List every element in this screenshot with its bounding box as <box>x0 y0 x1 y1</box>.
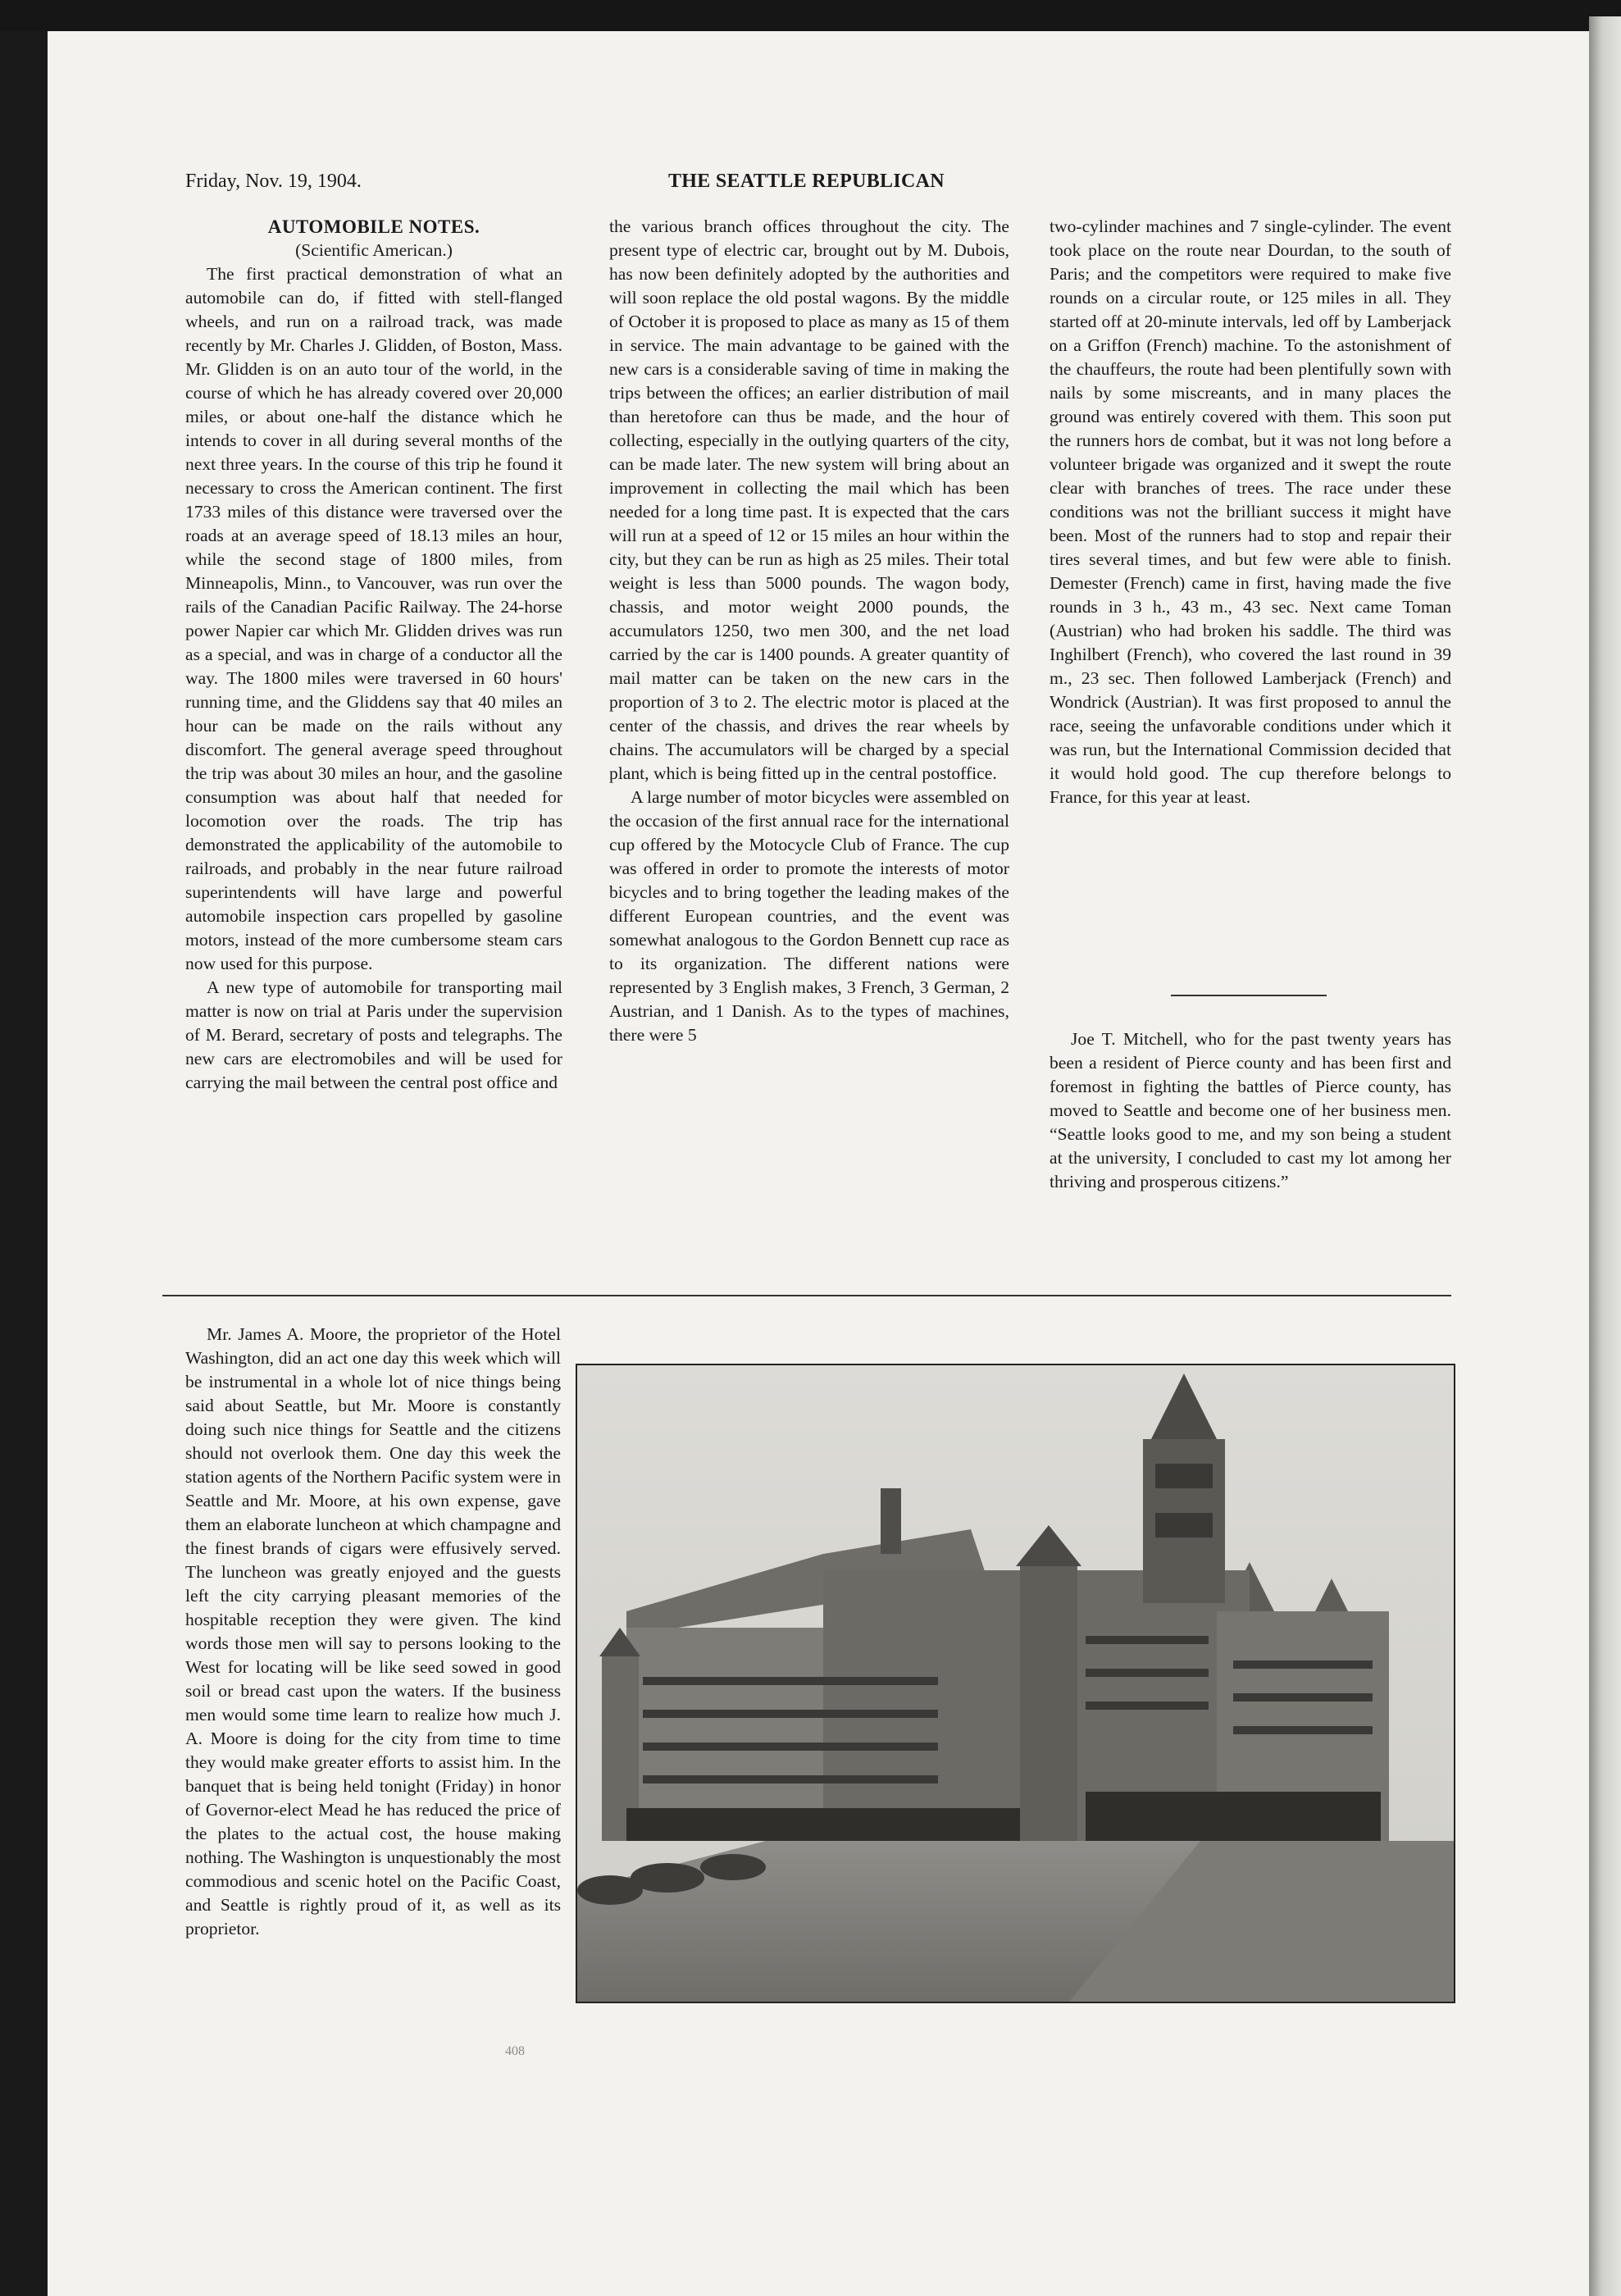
paragraph: Joe T. Mitchell, who for the past twenty years has been a resident of Pierce county and has been first and foremost in fighting the battles of Pierce county, has moved to Seattle and become one of her business men. “Seattle looks good to me, and my son being a student at the university, I concluded to cast my lot among her thriving and prosperous citizens.” <box>1050 1029 1451 1191</box>
paragraph: A new type of automobile for transporting mail matter is now on trial at Paris under the supervision of M. Berard, secretary of posts and telegraphs. The new cars are electromobiles and will be used for carrying the mail between the central post office and <box>185 977 562 1092</box>
moore-article <box>185 1323 561 1941</box>
mitchell-note <box>1050 1027 1451 1194</box>
section-divider <box>1171 995 1327 996</box>
column-3 <box>1050 215 1451 809</box>
paragraph: Mr. James A. Moore, the proprietor of the Hotel Washington, did an act one day this week which will be instrumental in a whole lot of nice things being said about Seattle, but Mr. Moore is constantly doing such nice things for Seattle and the citizens should not overlook them. One day this week the station agents of the Northern Pacific system were in Seattle and Mr. Moore, at his own expense, gave them an elaborate luncheon at which champagne and the finest brands of cigars were effusively served. The luncheon was greatly enjoyed and the guests left the city carrying pleasant memories of the hospitable reception they were given. The kind words those men will say to persons looking to the West for locating will be like seed sowed in good soil or bread cast upon the waters. If the business men would some time learn to realize how much J. A. Moore is doing for the city from time to time they would make greater efforts to assist him. In the banquet that is being held tonight (Friday) in honor of Governor-elect Mead he has reduced the price of the plates to the actual cost, the house making nothing. The Washington is unquestionably the most commodious and scenic hotel on the Pacific Coast, and Seattle is rightly proud of it, as well as its proprietor. <box>185 1324 561 1938</box>
newspaper-title: THE SEATTLE REPUBLICAN <box>668 171 945 192</box>
paragraph: A large number of motor bicycles were assembled on the occasion of the first annual race for the international cup offered by the Motocycle Club of France. The cup was offered in order to promote the interests of motor bicycles and to bring together the leading makes of the different European countries, and the event was somewhat analogous to the Gordon Bennett cup race as to its organization. The different nations were represented by 3 English makes, 3 French, 3 German, 2 Austrian, and 1 Danish. As to the types of machines, there were 5 <box>609 787 1009 1045</box>
paragraph: The first practical demonstration of what an automobile can do, if fitted with stell-flanged wheels, and run on a railroad track, was made recently by Mr. Charles J. Glidden, of Boston, Mass. Mr. Glidden is on an auto tour of the world, in the course of which he has already covered over 20,000 miles, or about one-half the distance which he intends to cover in all during several months of the next three years. In the course of this trip he found it necessary to cross the American continent. The first 1733 miles of this distance were traversed over the roads at an average speed of 18.13 miles an hour, while the second stage of 1800 miles, from Minneapolis, Minn., to Vancouver, was run over the rails of the Canadian Pacific Railway. The 24-horse power Napier car which Mr. Glidden drives was run as a special, and was in charge of a conductor all the way. The 1800 miles were traversed in 60 hours' running time, and the Gliddens say that 40 miles an hour can be made on the rails without any discomfort. The general average speed throughout the trip was about 30 miles an hour, and the gasoline consumption was about half that needed for locomotion over the roads. The trip has demonstrated the applicability of the automobile to railroads, and probably in the near future railroad superintendents will have large and powerful automobile inspection cars propelled by gasoline motors, instead of the more cumbersome steam cars now used for this purpose. <box>185 264 562 973</box>
column-2 <box>609 215 1009 1047</box>
paragraph: the various branch offices throughout the city. The present type of electric car, brought out by M. Dubois, has now been definitely adopted by the authorities and will soon replace the old postal wagons. By the middle of October it is proposed to place as many as 15 of them in service. The main advantage to be gained with the new cars is a considerable saving of time in making the trips between the offices; an earlier distribution of mail than heretofore can thus be made, and the hour of collecting, especially in the outlying quarters of the city, can be made later. The new system will bring about an improvement in collecting the mail which has been needed for a long time past. It is expected that the cars will run at a speed of 12 or 15 miles an hour within the city, but they can be run as high as 25 miles. Their total weight is less than 5000 pounds. The wagon body, chassis, and motor weight 2000 pounds, the accumulators 1250, two men 300, and the net load carried by the car is 1400 pounds. A greater quantity of mail matter can be taken on the new cars in the proportion of 3 to 2. The electric motor is placed at the center of the chassis, and drives the rear wheels by chains. The accumulators will be charged by a special plant, which is being fitted up in the central postoffice. <box>609 216 1009 783</box>
article-source: (Scientific American.) <box>295 240 453 260</box>
page-divider <box>162 1295 1451 1296</box>
hotel-washington-photo <box>576 1364 1455 2003</box>
scan-top-border <box>0 0 1621 31</box>
page-edge <box>1589 16 1621 2296</box>
issue-date: Friday, Nov. 19, 1904. <box>185 171 362 192</box>
page-number: 408 <box>505 2044 525 2058</box>
column-1 <box>185 215 562 1095</box>
article-headline: AUTOMOBILE NOTES. <box>267 216 480 237</box>
paragraph: two-cylinder machines and 7 single-cylinder. The event took place on the route near Dourdan, to the south of Paris; and the competitors were required to make five rounds on a circular route, or 125 miles in all. They started off at 20-minute intervals, led off by Lamberjack on a Griffon (French) machine. To the astonishment of the chauffeurs, the route had been plentifully sown with nails by some miscreants, and in many places the ground was entirely covered with them. This soon put the runners hors de combat, but it was not long before a volunteer brigade was organized and it swept the route clear with branches of trees. The race under these conditions was not the brilliant success it might have been. Most of the runners had to stop and repair their tires several times, and but few were able to finish. Demester (French) came in first, having made the five rounds in 3 h., 43 m., 43 sec. Next came Toman (Austrian) who had broken his saddle. The third was Inghilbert (French), who covered the last round in 39 m., 23 sec. Then followed Lamberjack (French) and Wondrick (Austrian). It was first proposed to annul the race, seeing the unfavorable conditions under which it was run, but the International Commission decided that it would hold good. The cup therefore belongs to France, for this year at least. <box>1050 216 1451 807</box>
